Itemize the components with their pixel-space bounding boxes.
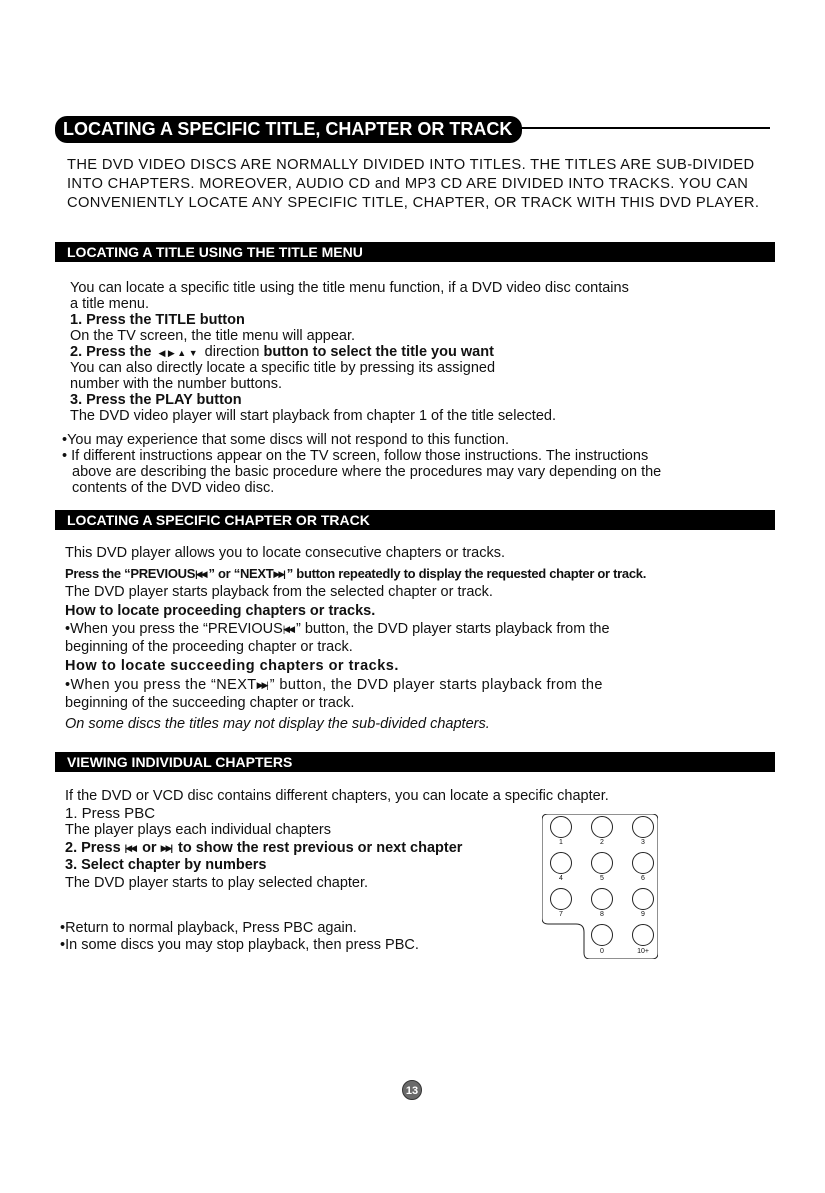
s2-para2-mid: ” or “NEXT <box>208 566 274 581</box>
previous-icon: |◀◀ <box>282 624 294 634</box>
s2-next-post: ” button, the DVD player starts playback from the <box>269 677 603 693</box>
s2-para1: This DVD player allows you to locate consecutive chapters or tracks. <box>65 545 506 561</box>
s2-next-pre: •When you press the “NEXT <box>65 677 257 693</box>
s1-note2-line1: • If different instructions appear on the TV screen, follow those instructions. The instructions <box>62 448 649 464</box>
s2-next-line1 <box>65 677 603 694</box>
key-label: 5 <box>600 875 604 882</box>
s1-para-line2: a title menu. <box>70 296 149 312</box>
key-1-button <box>550 816 572 838</box>
s2-note: On some discs the titles may not display the sub-divided chapters. <box>65 716 490 732</box>
s3-step2 <box>65 840 462 857</box>
key-label: 1 <box>559 839 563 846</box>
s1-note2-line3: contents of the DVD video disc. <box>72 480 275 496</box>
next-icon: ▶▶| <box>160 843 171 853</box>
previous-icon: |◀◀ <box>195 569 206 579</box>
s1-note2-line2: above are describing the basic procedure where the procedures may vary depending on the <box>72 464 662 480</box>
key-9-button <box>632 888 654 910</box>
s2-para2 <box>65 565 646 583</box>
key-label: 6 <box>641 875 645 882</box>
page-number-badge: 13 <box>402 1080 422 1100</box>
key-10plus-button <box>632 924 654 946</box>
key-label: 4 <box>559 875 563 882</box>
s2-para3: The DVD player starts playback from the selected chapter or track. <box>65 584 493 600</box>
s3-para1: If the DVD or VCD disc contains different chapters, you can locate a specific chapter. <box>65 788 609 804</box>
key-0-button <box>591 924 613 946</box>
s3-bullet2: •In some discs you may stop playback, then press PBC. <box>60 937 419 953</box>
s2-heading-previous: How to locate proceeding chapters or tracks. <box>65 603 376 619</box>
section-heading-title-menu: LOCATING A TITLE USING THE TITLE MENU <box>55 242 775 262</box>
key-8-button <box>591 888 613 910</box>
s1-step2-pre: 2. Press the <box>70 344 152 360</box>
s2-heading-next: How to locate succeeding chapters or tracks. <box>65 658 399 674</box>
s3-step3-desc: The DVD player starts to play selected chapter. <box>65 875 369 891</box>
remote-keypad <box>542 814 658 959</box>
s3-step2-pre: 2. Press <box>65 840 121 856</box>
direction-arrows-icon: ◀ ▶ ▲ ▼ <box>158 348 198 358</box>
key-7-button <box>550 888 572 910</box>
page-title: LOCATING A SPECIFIC TITLE, CHAPTER OR TRACK <box>55 116 522 143</box>
s3-step2-post: to show the rest previous or next chapter <box>178 840 463 856</box>
s3-step2-or: or <box>142 840 157 856</box>
header-rule <box>520 127 770 129</box>
s2-next-line2: beginning of the succeeding chapter or track. <box>65 695 355 711</box>
next-icon: ▶▶| <box>256 680 267 690</box>
s1-step1-desc: On the TV screen, the title menu will appear. <box>70 328 356 344</box>
previous-icon: |◀◀ <box>124 843 136 853</box>
s2-previous-post: ” button, the DVD player starts playback from the <box>296 621 610 637</box>
s2-previous-pre: •When you press the “PREVIOUS <box>65 621 283 637</box>
s3-step1-desc: The player plays each individual chapters <box>65 822 331 838</box>
s1-note1: •You may experience that some discs will not respond to this function. <box>62 432 510 448</box>
key-6-button <box>632 852 654 874</box>
s2-previous-line2: beginning of the proceeding chapter or track. <box>65 639 353 655</box>
key-label: 7 <box>559 911 563 918</box>
s1-step2-dir: direction <box>204 344 260 360</box>
key-3-button <box>632 816 654 838</box>
next-icon: ▶▶| <box>273 569 284 579</box>
key-label: 3 <box>641 839 645 846</box>
section-heading-chapter-track: LOCATING A SPECIFIC CHAPTER OR TRACK <box>55 510 775 530</box>
s2-previous-line1 <box>65 621 610 638</box>
key-label: 0 <box>600 948 604 955</box>
key-label: 10+ <box>637 948 649 955</box>
s3-step3: 3. Select chapter by numbers <box>65 857 267 873</box>
key-label: 9 <box>641 911 645 918</box>
s1-step2-desc-line1: You can also directly locate a specific title by pressing its assigned <box>70 360 496 376</box>
intro-paragraph: THE DVD VIDEO DISCS ARE NORMALLY DIVIDED INTO TITLES. THE TITLES ARE SUB-DIVIDED INTO CHAPTERS. MOREOVER, AUDIO CD and MP3 CD ARE DIVIDED INTO TRACKS. YOU CAN CONVENIENTLY LOCATE ANY SPECIFIC TITLE, CHAPTER, OR TRACK WITH THIS DVD PLAYER. <box>67 157 760 211</box>
s1-para-line1: You can locate a specific title using the title menu function, if a DVD video disc contains <box>70 280 629 296</box>
key-4-button <box>550 852 572 874</box>
s3-bullet1: •Return to normal playback, Press PBC again. <box>60 920 357 936</box>
key-label: 8 <box>600 911 604 918</box>
key-5-button <box>591 852 613 874</box>
key-2-button <box>591 816 613 838</box>
s1-step1: 1. Press the TITLE button <box>70 312 245 328</box>
s1-step2-desc-line2: number with the number buttons. <box>70 376 282 392</box>
s1-step2-post: button to select the title you want <box>263 344 494 360</box>
s2-para2-pre: Press the “PREVIOUS <box>65 566 196 581</box>
s1-step3: 3. Press the PLAY button <box>70 392 242 408</box>
s2-para2-post: ” button repeatedly to display the requested chapter or track. <box>286 566 647 581</box>
s1-step3-desc: The DVD video player will start playback from chapter 1 of the title selected. <box>70 408 556 424</box>
s3-step1: 1. Press PBC <box>65 805 156 822</box>
section-heading-individual-chapters: VIEWING INDIVIDUAL CHAPTERS <box>55 752 775 772</box>
key-label: 2 <box>600 839 604 846</box>
